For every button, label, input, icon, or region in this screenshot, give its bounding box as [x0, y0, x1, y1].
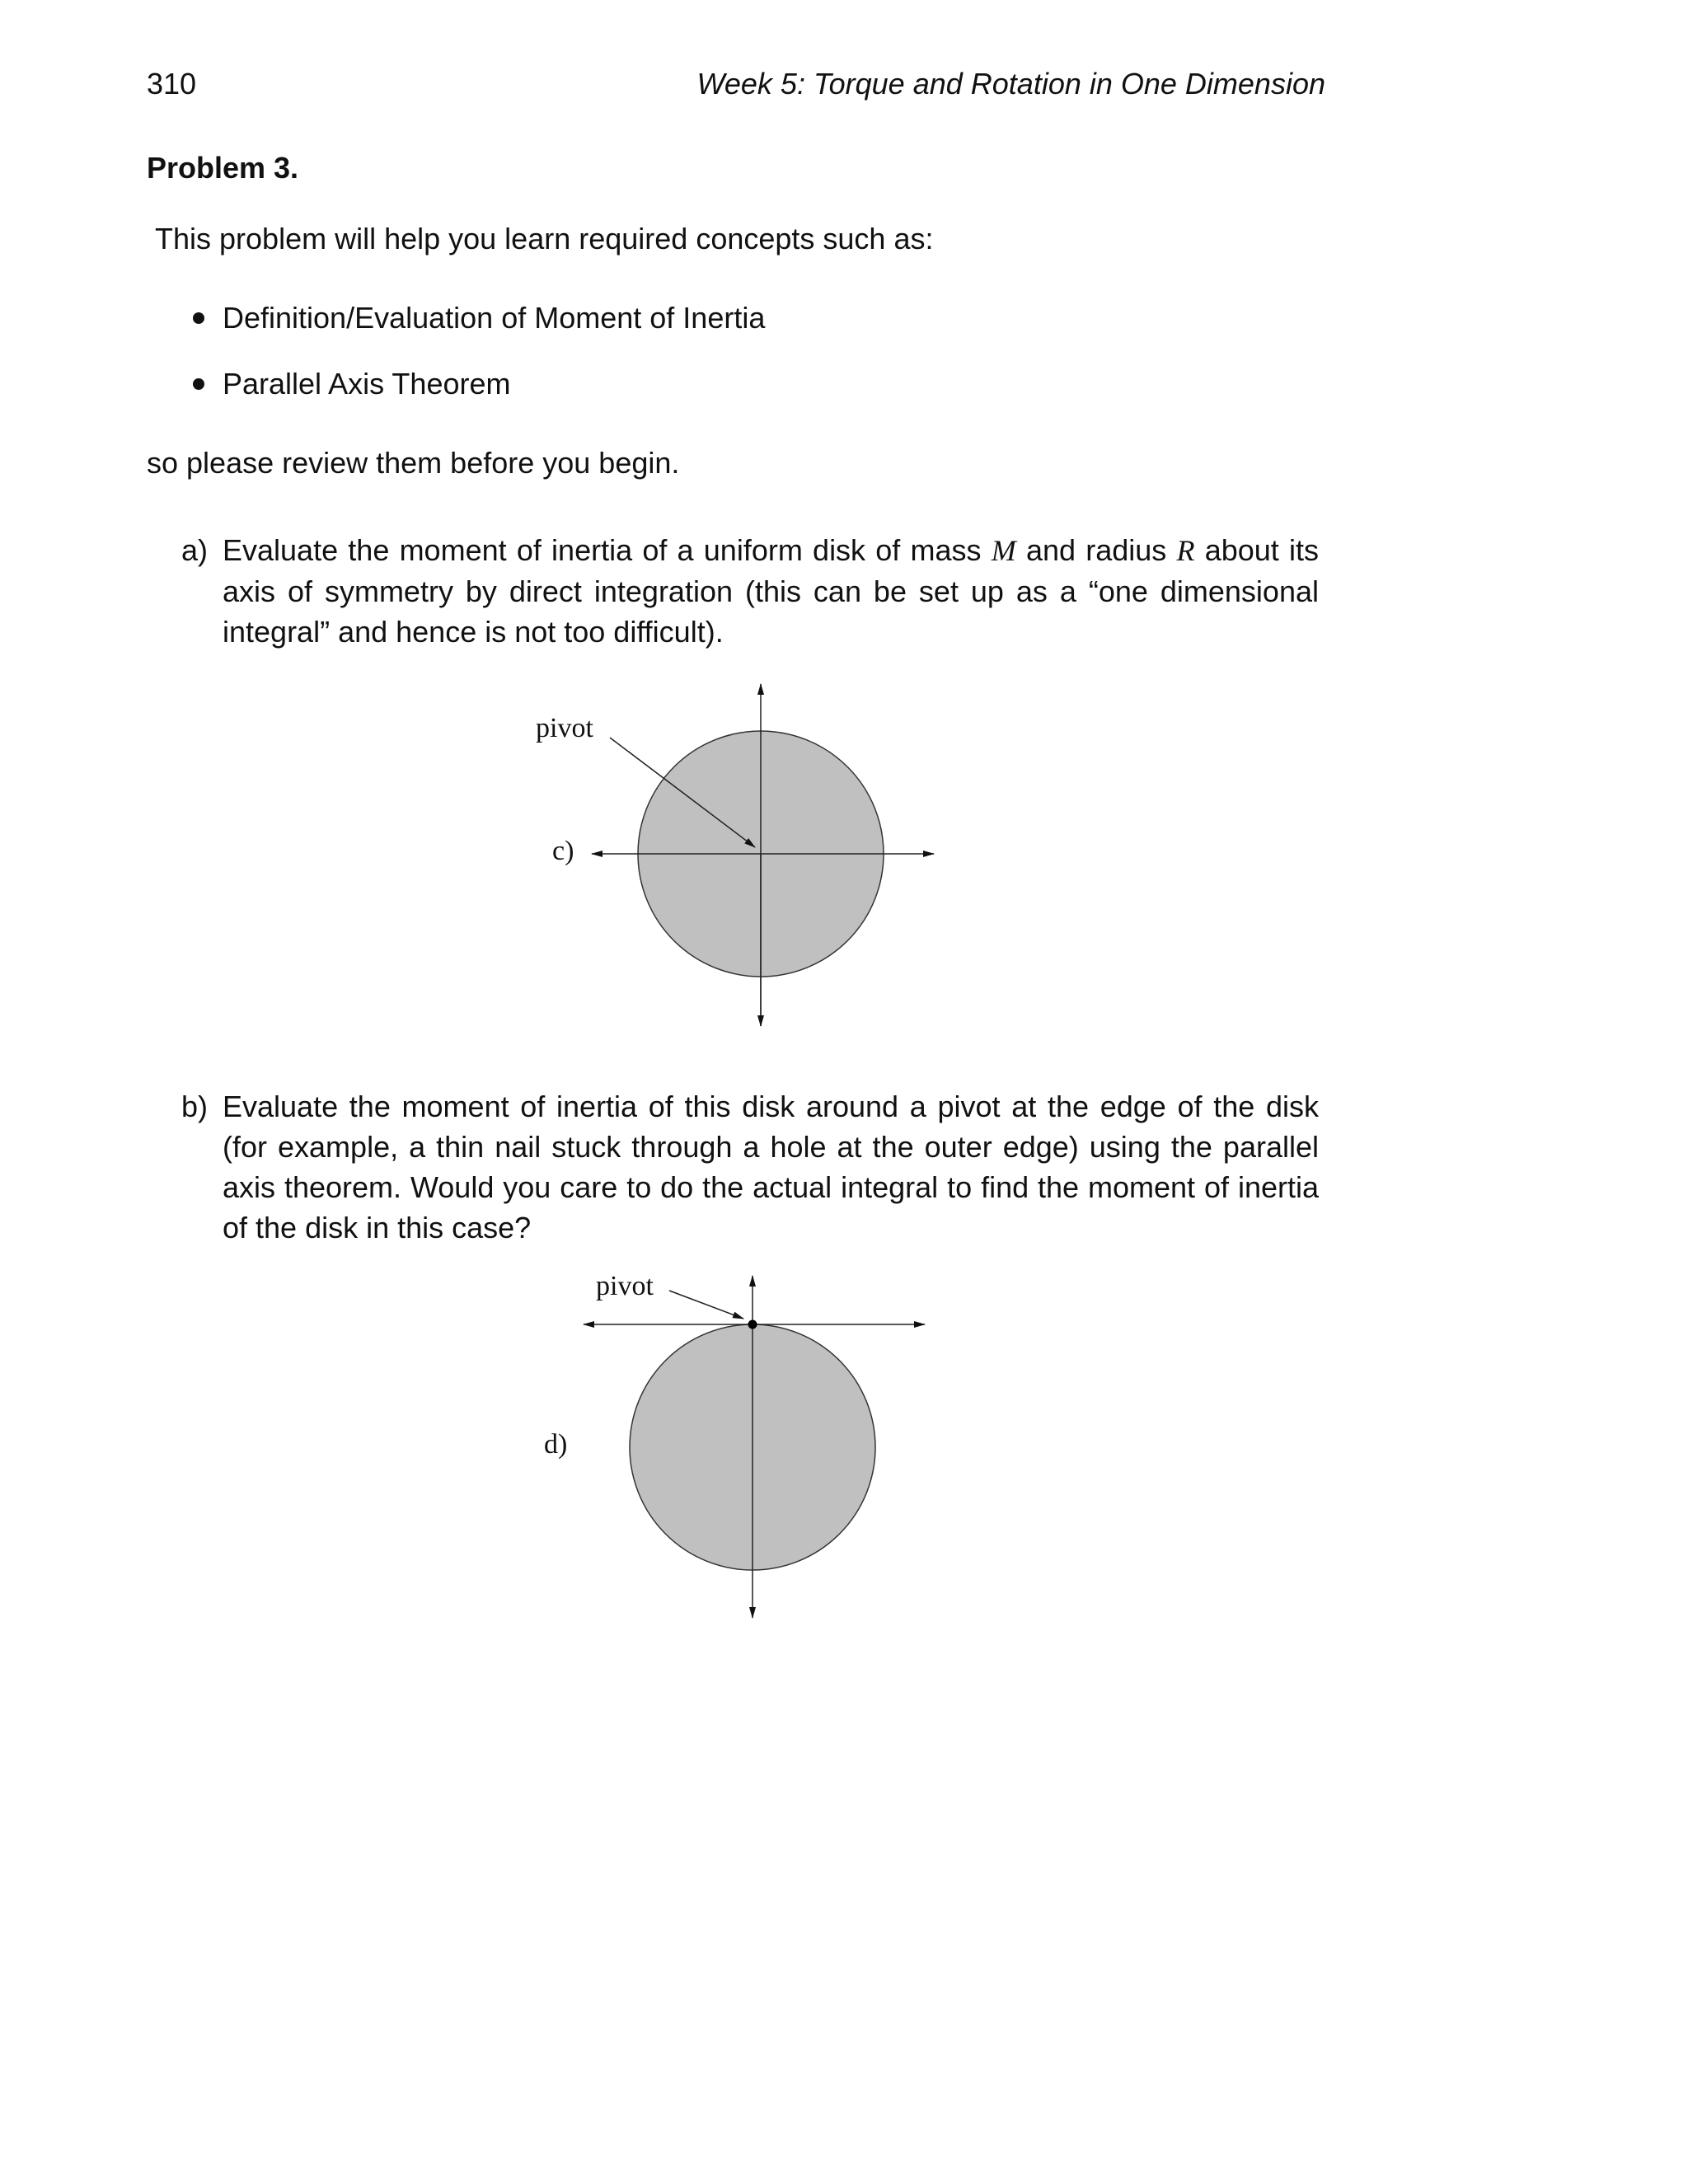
part-a-text-1: Evaluate the moment of inertia of a uniform disk of mass [223, 533, 992, 567]
intro-text: This problem will help you learn required concepts such as: [155, 222, 934, 255]
figure-d [544, 1271, 925, 1618]
pivot-label-c: pivot [536, 713, 593, 743]
part-b-text: Evaluate the moment of inertia of this disk around a pivot at the edge of the disk (for example, a thin nail stuck through a hole at the outer edge) using the parallel axis theorem. Would you care to do the actual integral to find the moment of inertia of the disk in this case? [223, 1090, 1319, 1244]
pivot-arrow-d [669, 1291, 743, 1319]
figure-c-label: c) [552, 836, 574, 866]
mass-symbol: M [991, 534, 1016, 567]
page-number: 310 [147, 67, 197, 101]
problem-title: Problem 3. [147, 151, 299, 185]
review-note: so please review them before you begin. [147, 446, 680, 480]
concept-text: Definition/Evaluation of Moment of Inertia [223, 301, 766, 335]
radius-symbol: R [1176, 534, 1195, 567]
figure-c [536, 684, 934, 1026]
concept-text: Parallel Axis Theorem [223, 367, 511, 401]
part-a-text-3: about its axis of symmetry by direct integration (this can be set up as a “one dimensional integral” and hence is not too difficult). [223, 533, 1320, 649]
part-b-label: b) [181, 1090, 209, 1123]
pivot-label-d: pivot [596, 1271, 654, 1301]
pivot-point-d [748, 1320, 757, 1329]
running-header: Week 5: Torque and Rotation in One Dimension [696, 67, 1325, 101]
part-b [181, 1086, 1319, 1248]
part-a-label: a) [181, 533, 209, 567]
part-a-text-2: and radius [1015, 533, 1177, 567]
figure-d-label: d) [544, 1429, 568, 1460]
